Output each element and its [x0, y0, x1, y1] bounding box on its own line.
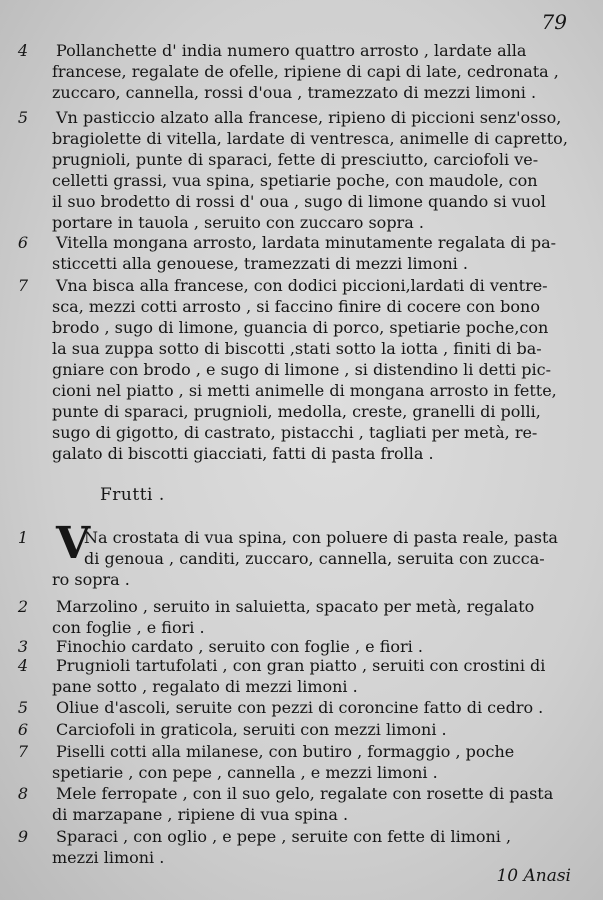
entry-text-line: bragiolette di vitella, lardate di ventresca, animelle di capretto,: [52, 129, 568, 148]
entry-number: 5: [17, 108, 29, 127]
fruit-text-line: Finochio cardato , seruito con foglie , e fiori .: [56, 637, 423, 656]
fruit-number: 6: [17, 720, 29, 739]
fruit-text-line: mezzi limoni .: [52, 848, 165, 867]
entry-text-line: galato di biscotti giacciati, fatti di pasta frolla .: [52, 444, 434, 463]
fruit-number: 8: [17, 784, 29, 803]
catchword: 10 Anasi: [496, 866, 571, 886]
fruit-number: 7: [17, 742, 29, 761]
fruit-text-line: di genoua , canditi, zuccaro, cannella, seruita con zucca-: [84, 549, 545, 568]
entry-text-line: la sua zuppa sotto di biscotti ,stati sotto la iotta , finiti di ba-: [52, 339, 542, 358]
fruit-number: 4: [17, 656, 29, 675]
fruit-text-line: pane sotto , regalato di mezzi limoni .: [52, 677, 358, 696]
fruit-number: 9: [17, 827, 29, 846]
entry-text-line: zuccaro, cannella, rossi d'oua , tramezzato di mezzi limoni .: [52, 83, 537, 102]
entry-text-line: brodo , sugo di limone, guancia di porco, spetiarie poche,con: [52, 318, 549, 337]
fruit-number: 2: [17, 597, 29, 616]
entry-number: 4: [17, 41, 29, 60]
fruit-text-line: Marzolino , seruito in saluietta, spacato per metà, regalato: [56, 597, 535, 616]
fruit-text-line: Oliue d'ascoli, seruite con pezzi di coroncine fatto di cedro .: [56, 698, 544, 717]
entry-number: 6: [17, 233, 29, 252]
entry-text-line: cioni nel piatto , si metti animelle di mongana arrosto in fette,: [52, 381, 557, 400]
entry-text-line: celletti grassi, vua spina, spetiarie poche, con maudole, con: [52, 171, 538, 190]
fruit-number: 1: [17, 528, 29, 547]
fruit-text-line: Na crostata di vua spina, con poluere di pasta reale, pasta: [84, 528, 558, 547]
fruit-text-line: Carciofoli in graticola, seruiti con mezzi limoni .: [56, 720, 447, 739]
entry-text-line: Vn pasticcio alzato alla francese, ripieno di piccioni senz'osso,: [56, 108, 562, 127]
fruit-text-line: ro sopra .: [52, 570, 130, 589]
fruit-text-line: Sparaci , con oglio , e pepe , seruite con fette di limoni ,: [56, 827, 512, 846]
fruit-text-line: di marzapane , ripiene di vua spina .: [52, 805, 349, 824]
entry-text-line: gniare con brodo , e sugo di limone , si distendino li detti pic-: [52, 360, 551, 379]
entry-text-line: punte di sparaci, prugnioli, medolla, creste, granelli di polli,: [52, 402, 541, 421]
entry-text-line: il suo brodetto di rossi d' oua , sugo di limone quando si vuol: [52, 192, 546, 211]
entry-text-line: Vitella mongana arrosto, lardata minutamente regalata di pa-: [56, 233, 557, 252]
entry-text-line: sugo di gigotto, di castrato, pistacchi , tagliati per metà, re-: [52, 423, 538, 442]
entry-text-line: sca, mezzi cotti arrosto , si faccino finire di cocere con bono: [52, 297, 540, 316]
fruit-number: 5: [17, 698, 29, 717]
entry-text-line: Vna bisca alla francese, con dodici piccioni,lardati di ventre-: [56, 276, 548, 295]
fruit-text-line: con foglie , e fiori .: [52, 618, 205, 637]
entry-number: 7: [17, 276, 29, 295]
entry-text-line: prugnioli, punte di sparaci, fette di presciutto, carciofoli ve-: [52, 150, 539, 169]
fruit-number: 3: [17, 637, 29, 656]
section-heading: Frutti .: [100, 485, 165, 505]
fruit-text-line: Piselli cotti alla milanese, con butiro , formaggio , poche: [56, 742, 515, 761]
entry-text-line: Pollanchette d' india numero quattro arrosto , lardate alla: [56, 41, 527, 60]
page-number: 79: [541, 10, 567, 34]
entry-text-line: sticcetti alla genouese, tramezzati di mezzi limoni .: [52, 254, 468, 273]
fruit-text-line: Mele ferropate , con il suo gelo, regalate con rosette di pasta: [56, 784, 554, 803]
fruit-text-line: Prugnioli tartufolati , con gran piatto , seruiti con crostini di: [56, 656, 546, 675]
drop-cap: V: [56, 518, 91, 569]
entry-text-line: portare in tauola , seruito con zuccaro sopra .: [52, 213, 424, 232]
fruit-text-line: spetiarie , con pepe , cannella , e mezzi limoni .: [52, 763, 438, 782]
entry-text-line: francese, regalate de ofelle, ripiene di capi di late, cedronata ,: [52, 62, 559, 81]
